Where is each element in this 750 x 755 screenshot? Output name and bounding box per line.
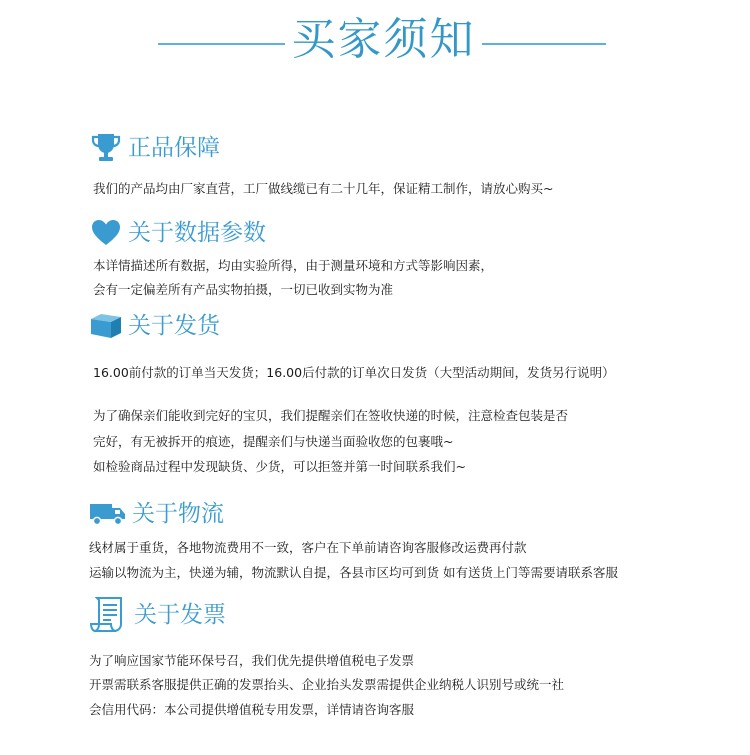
invoice-line-3: 会信用代码：本公司提供增值税专用发票，详情请咨询客服 <box>89 702 415 717</box>
invoice-line-2: 开票需联系客服提供正确的发票抬头、企业抬头发票需提供企业纳税人识别号或统一社 <box>89 677 565 692</box>
heart-icon <box>88 215 124 251</box>
invoice-document-icon <box>88 595 130 635</box>
section-heading-quality <box>88 128 220 168</box>
delivery-truck-icon <box>88 496 128 532</box>
shipping-line-1: 16.00前付款的订单当天发货；16.00后付款的订单次日发货（大型活动期间，发货另行说明） <box>93 365 615 380</box>
data-line-2: 会有一定偏差所有产品实物拍摄，一切已收到实物为准 <box>93 282 394 297</box>
section-heading-logistics <box>88 494 224 534</box>
section-title-data: 关于数据参数 <box>128 220 266 246</box>
section-title-logistics: 关于物流 <box>132 501 224 527</box>
section-heading-shipping <box>88 306 220 346</box>
trophy-icon <box>88 130 124 166</box>
shipping-line-2: 为了确保亲们能收到完好的宝贝，我们提醒亲们在签收快递的时候，注意检查包装是否 <box>93 408 569 423</box>
invoice-line-1: 为了响应国家节能环保号召，我们优先提供增值税电子发票 <box>89 653 415 668</box>
shipping-line-4: 如检验商品过程中发现缺货、少货，可以拒签并第一时间联系我们~ <box>93 459 466 474</box>
page-title: 买家须知 <box>291 14 476 65</box>
data-line-1: 本详情描述所有数据，均由实验所得，由于测量环境和方式等影响因素， <box>93 258 494 273</box>
logistics-line-2: 运输以物流为主，快递为辅，物流默认自提，各县市区均可到货 如有送货上门等需要请联系客服 <box>89 565 618 580</box>
header-divider-left <box>158 43 285 45</box>
section-heading-data <box>88 213 266 253</box>
quality-line-1: 我们的产品均由厂家直营，工厂做线缆已有二十几年，保证精工制作，请放心购买~ <box>93 181 554 196</box>
section-title-shipping: 关于发货 <box>128 313 220 339</box>
logistics-line-1: 线材属于重货，各地物流费用不一致，客户在下单前请咨询客服修改运费再付款 <box>89 540 527 555</box>
section-title-invoice: 关于发票 <box>134 602 226 628</box>
package-box-icon <box>88 308 124 344</box>
header-divider-right <box>482 43 606 45</box>
section-title-quality: 正品保障 <box>128 135 220 161</box>
page-header <box>0 0 750 90</box>
shipping-line-3: 完好，有无被拆开的痕迹，提醒亲们与快递当面验收您的包裹哦~ <box>93 434 454 449</box>
section-heading-invoice <box>88 595 226 635</box>
